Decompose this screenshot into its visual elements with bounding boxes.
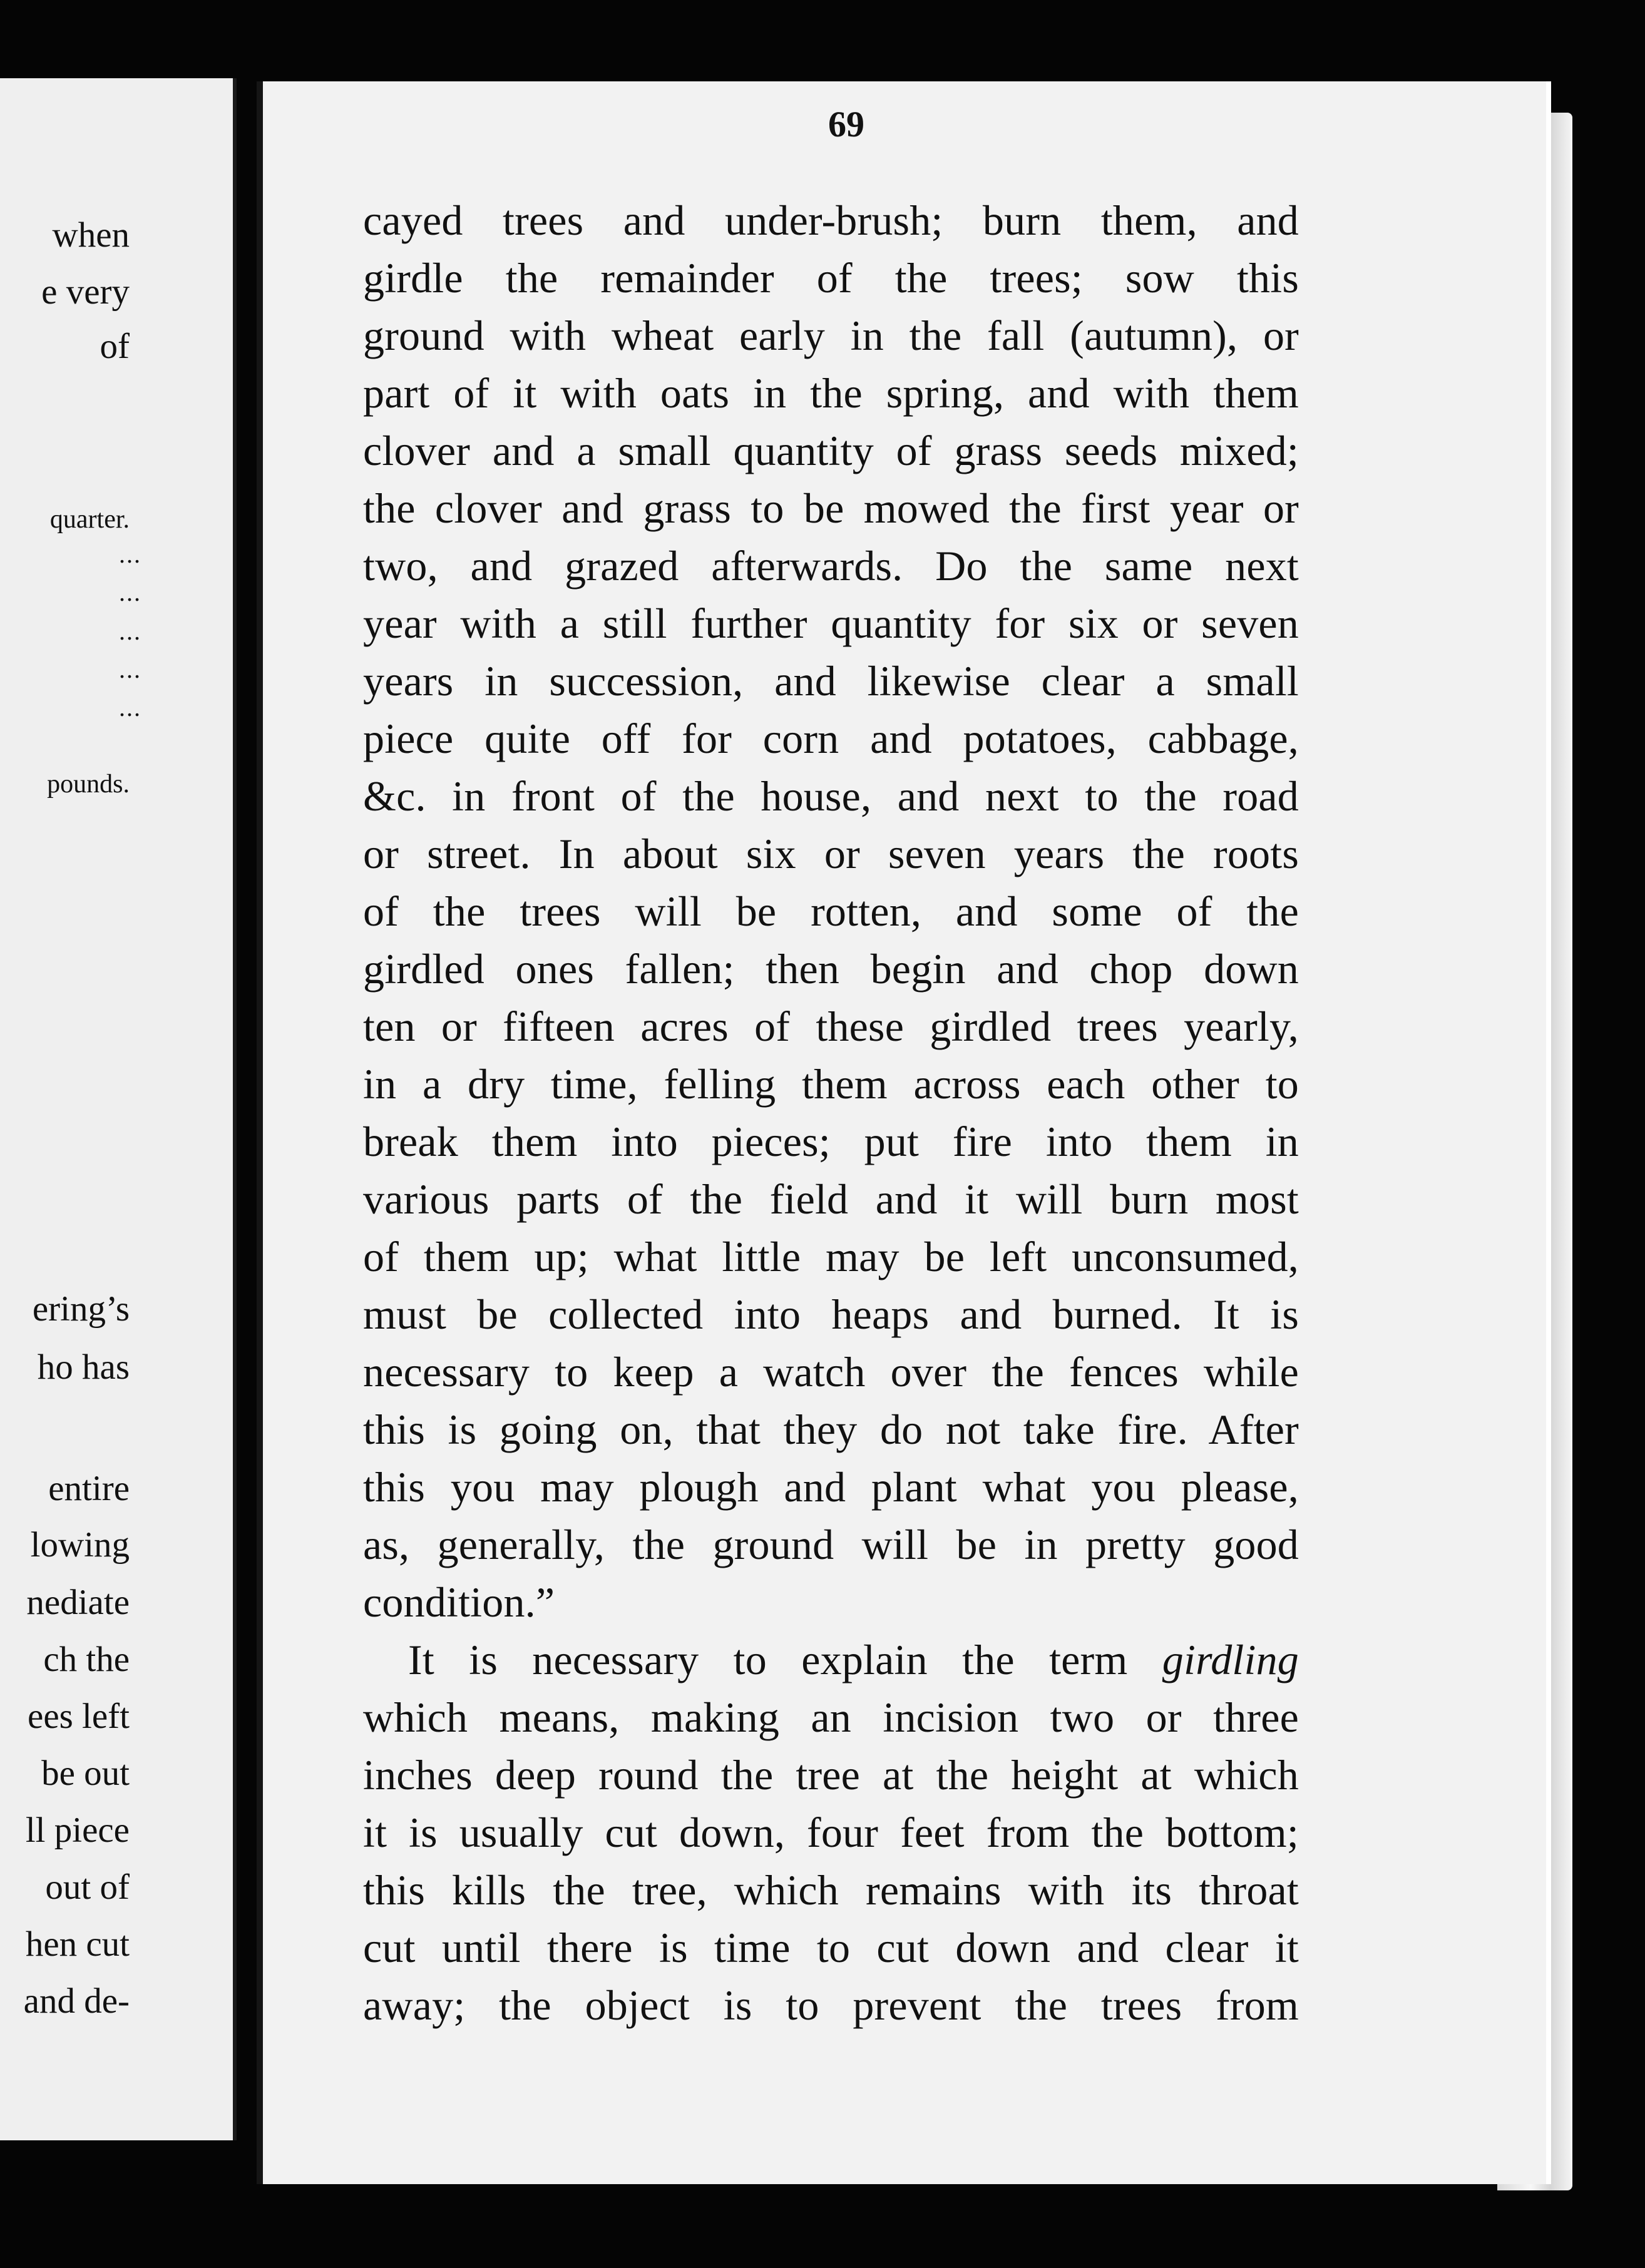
text-line-17: break them into pieces; put fire into them in: [363, 1118, 1299, 1165]
left-dots-2: ...: [119, 578, 141, 606]
left-line-8: nediate: [26, 1583, 130, 1622]
left-line-3: of: [100, 327, 130, 366]
page-number: 69: [828, 104, 864, 145]
left-dots-5: ...: [119, 693, 141, 722]
text-line-24: as, generally, the ground will be in pretty good: [363, 1521, 1299, 1568]
left-line-1: when: [52, 215, 130, 255]
left-line-12: ll piece: [25, 1811, 130, 1850]
paragraph-2-line-1: [363, 1631, 1299, 1688]
text-line-21: necessary to keep a watch over the fences while: [363, 1348, 1299, 1396]
text-line-7: two, and grazed afterwards. Do the same next: [363, 542, 1299, 590]
left-line-10: ees left: [28, 1697, 130, 1736]
left-line-13: out of: [45, 1867, 130, 1907]
left-line-2: e very: [41, 272, 130, 312]
left-dots-1: ...: [119, 540, 141, 568]
text-line-15: ten or fifteen acres of these girdled trees yearly,: [363, 1003, 1299, 1050]
left-page: [0, 78, 237, 2140]
text-line-4: part of it with oats in the spring, and with them: [363, 369, 1299, 417]
left-line-14: hen cut: [25, 1924, 130, 1964]
paragraph-2-line-7: away; the object is to prevent the trees from: [363, 1981, 1299, 2029]
left-dots-3: ...: [119, 617, 141, 645]
text-line-23: this you may plough and plant what you please,: [363, 1463, 1299, 1511]
text-line-13: of the trees will be rotten, and some of the: [363, 887, 1299, 935]
left-pounds-label: pounds.: [47, 770, 130, 799]
text-line-18: various parts of the field and it will burn most: [363, 1175, 1299, 1223]
left-line-6: entire: [48, 1469, 130, 1508]
text-line-16: in a dry time, felling them across each other to: [363, 1060, 1299, 1108]
text-line-1: cayed trees and under-brush; burn them, and: [363, 197, 1299, 244]
text-line-11: &c. in front of the house, and next to the road: [363, 772, 1299, 820]
text-line-8: year with a still further quantity for six or seven: [363, 600, 1299, 647]
left-line-7: lowing: [30, 1525, 130, 1565]
text-line-9: years in succession, and likewise clear a small: [363, 657, 1299, 705]
paragraph-2-line-3: inches deep round the tree at the height at which: [363, 1751, 1299, 1799]
left-line-9: ch the: [43, 1640, 130, 1679]
paragraph-2-line-6: cut until there is time to cut down and clear it: [363, 1924, 1299, 1971]
text-line-5: clover and a small quantity of grass seeds mixed;: [363, 427, 1299, 474]
right-page: [257, 81, 1546, 2184]
text-line-6: the clover and grass to be mowed the first year or: [363, 484, 1299, 532]
left-line-11: be out: [41, 1754, 130, 1793]
text-line-10: piece quite off for corn and potatoes, cabbage,: [363, 715, 1299, 762]
text-line-20: must be collected into heaps and burned. It is: [363, 1290, 1299, 1338]
text-line-25: condition.”: [363, 1578, 555, 1626]
page-text: [363, 192, 1299, 2034]
left-line-15: and de-: [23, 1981, 130, 2021]
paragraph-2-line-5: this kills the tree, which remains with its throat: [363, 1866, 1299, 1914]
text-line-2: girdle the remainder of the trees; sow this: [363, 254, 1299, 302]
paragraph-2-line-2: which means, making an incision two or three: [363, 1693, 1299, 1741]
text-line-22: this is going on, that they do not take fire. After: [363, 1406, 1299, 1453]
left-line-5: ho has: [37, 1347, 130, 1387]
text-line-14: girdled ones fallen; then begin and chop down: [363, 945, 1299, 993]
paragraph-2-line-4: it is usually cut down, four feet from the bottom;: [363, 1809, 1299, 1856]
text-line-3: ground with wheat early in the fall (autumn), or: [363, 312, 1299, 359]
paragraph-2-line-1-prefix: It is necessary to explain the term: [408, 1636, 1128, 1683]
girdling-term: girdling: [1162, 1636, 1299, 1683]
text-line-19: of them up; what little may be left unconsumed,: [363, 1233, 1299, 1280]
text-line-12: or street. In about six or seven years the roots: [363, 830, 1299, 877]
left-quarter-label: quarter.: [49, 505, 130, 534]
left-dots-4: ...: [119, 655, 141, 683]
left-line-4: ering’s: [32, 1289, 130, 1329]
